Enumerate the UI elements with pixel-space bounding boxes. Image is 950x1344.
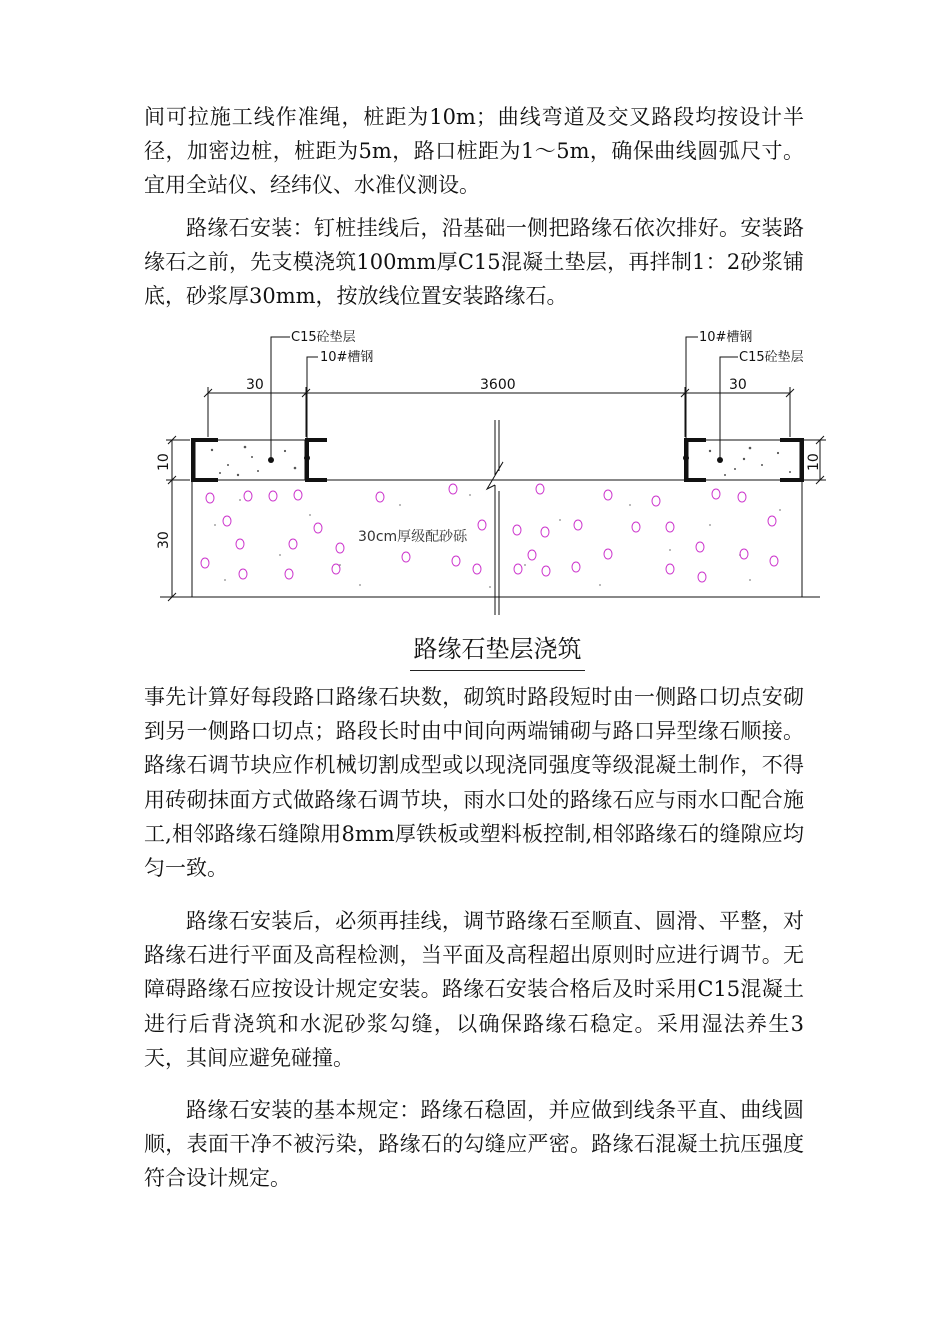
diagram-svg (150, 325, 830, 615)
left-channel-label: 10#槽钢 (320, 350, 374, 365)
gravel-layer-label: 30cm厚级配砂砾 (358, 529, 468, 545)
left-width-label: 30 (246, 377, 264, 393)
right-inner-channel (686, 440, 706, 480)
leader-left-cushion (271, 337, 290, 460)
right-channel-label: 10#槽钢 (699, 330, 753, 345)
center-width-label: 3600 (480, 377, 516, 393)
paragraph-5: 路缘石安装的基本规定：路缘石稳固，并应做到线条平直、曲线圆顺，表面干净不被污染，路缘石的勾缝应严密。路缘石混凝土抗压强度符合设计规定。 (144, 1098, 804, 1191)
right-outer-channel (780, 440, 802, 480)
paragraph-1: 间可拉施工线作准绳，桩距为10m；曲线弯道及交叉路段均按设计半径，加密边桩，桩距为5m，路口桩距为1～5m，确保曲线圆弧尺寸。宜用全站仪、经纬仪、水准仪测设。 (144, 105, 804, 198)
right-cushion-label: C15砼垫层 (739, 350, 804, 365)
leader-right-cushion (720, 357, 738, 460)
left-inner-channel (307, 440, 327, 480)
leader-dot (268, 457, 274, 463)
gravel-pebbles (201, 484, 778, 582)
leader-dot (304, 455, 310, 461)
left-c15-cushion (195, 440, 305, 480)
figure-caption: 路缘石垫层浇筑 (410, 630, 585, 671)
paragraph-2: 路缘石安装：钉桩挂线后，沿基础一侧把路缘石依次排好。安装路缘石之前，先支模浇筑100mm厚C15混凝土垫层，再拌制1：2砂浆铺底，砂浆厚30mm，按放线位置安装路缘石。 (144, 216, 804, 309)
paragraph-3: 事先计算好每段路口路缘石块数，砌筑时路段短时由一侧路口切点安砌到另一侧路口切点；路段长时由中间向两端铺砌与路口异型缘石顺接。路缘石调节块应作机械切割成型或以现浇同强度等级混凝土制作，不得用砖砌抹面方式做路缘石调节块，雨水口处的路缘石应与雨水口配合施工,相邻路缘石缝隙用8mm厚铁板或塑料板控制,相邻路缘石的缝隙应均匀一致。 (144, 685, 804, 881)
right-height-label: 10 (806, 453, 822, 471)
left-outer-channel (193, 440, 218, 480)
right-width-label: 30 (729, 377, 747, 393)
gravel-speckles (214, 494, 781, 588)
left-cushion-label: C15砼垫层 (291, 330, 356, 345)
left-height-top-label: 10 (156, 453, 172, 471)
concrete-speckles (211, 446, 791, 477)
leader-dot (717, 457, 723, 463)
left-height-bottom-label: 30 (156, 531, 172, 549)
paragraph-4: 路缘石安装后，必须再挂线，调节路缘石至顺直、圆滑、平整，对路缘石进行平面及高程检测，当平面及高程超出原则时应进行调节。无障碍路缘石应按设计规定安装。路缘石安装合格后及时采用C15混凝土进行后背浇筑和水泥砂浆勾缝，以确保路缘石稳定。采用湿法养生3天，其间应避免碰撞。 (144, 909, 804, 1070)
leader-dot (683, 455, 689, 461)
curb-cushion-diagram (150, 325, 830, 615)
